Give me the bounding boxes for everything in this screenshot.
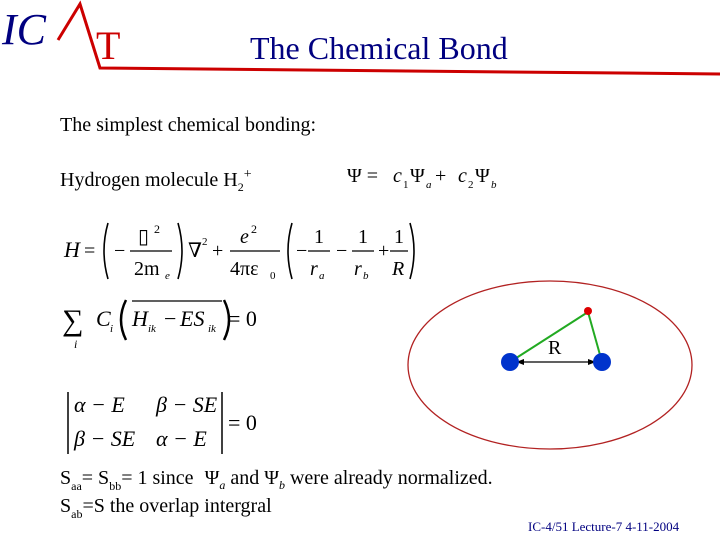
ham-plus2: + xyxy=(378,240,390,262)
det-r1c1: α − E xyxy=(74,392,125,417)
norm1-S: S xyxy=(60,467,72,489)
ham-paren-left-2 xyxy=(288,223,292,279)
det-r2c1: β − SE xyxy=(74,426,136,451)
secular-sum-equation xyxy=(60,290,280,360)
normalization-line-1 xyxy=(60,467,493,493)
ham-paren-right-1 xyxy=(178,223,182,279)
ham-one-a: 1 xyxy=(314,226,324,248)
molecule-sup: + xyxy=(243,167,252,182)
sum-H: H xyxy=(132,306,148,331)
c2: c xyxy=(458,165,467,187)
secular-determinant xyxy=(60,390,270,460)
page-title: The Chemical Bond xyxy=(250,30,508,66)
psi-plus: + xyxy=(435,165,447,187)
sum-minus: − xyxy=(164,306,177,331)
normalization-line-2 xyxy=(60,495,272,521)
norm2-S: S xyxy=(60,495,72,517)
ham-minus-3: − xyxy=(336,240,348,262)
norm1-and: and xyxy=(230,467,260,489)
psi-equation xyxy=(345,158,515,198)
norm1-psi-a-sub: a xyxy=(219,478,226,492)
det-r1c2: β − SE xyxy=(156,392,218,417)
sum-ES: ES xyxy=(180,306,205,331)
sum-H-sub: ik xyxy=(148,323,156,335)
logo-t-text: T xyxy=(96,23,121,68)
psi-b-sub: b xyxy=(491,179,497,191)
det-eq: = 0 xyxy=(228,410,257,435)
ham-minus-2: − xyxy=(296,240,308,262)
c1: c xyxy=(393,165,402,187)
molecule-line xyxy=(60,167,252,194)
sum-sigma: ∑ xyxy=(62,304,84,337)
norm2-ab: ab xyxy=(71,507,83,521)
ham-rb-sub: b xyxy=(363,270,369,282)
nucleus-a xyxy=(501,353,519,371)
ham-one-c: 1 xyxy=(394,226,404,248)
hamiltonian-equation xyxy=(60,215,420,290)
det-r2c2: α − E xyxy=(156,426,207,451)
norm1-bb: bb xyxy=(109,479,122,493)
ham-rb: r xyxy=(354,258,362,280)
psi-a-sub: a xyxy=(426,179,432,191)
sum-eq: = 0 xyxy=(228,306,257,331)
h2-plus-diagram xyxy=(400,270,700,460)
ham-e: e xyxy=(240,226,249,248)
ham-H: H xyxy=(64,237,80,262)
psi-b: Ψ xyxy=(475,165,490,187)
ham-hbar-sq: 2 xyxy=(154,222,160,236)
norm1-tail: were already normalized. xyxy=(289,467,493,489)
ham-den2: 4πε xyxy=(230,258,259,280)
norm1-psi-b: Ψ xyxy=(264,467,279,489)
c2-sub: 2 xyxy=(468,179,474,191)
logo-ic-text: IC xyxy=(2,5,46,54)
norm1-eq: = S xyxy=(81,467,110,489)
norm1-psi-b-sub: b xyxy=(278,478,285,492)
ham-den1-sub: e xyxy=(165,270,170,282)
c1-sub: 1 xyxy=(403,179,409,191)
psi-lhs: Ψ = xyxy=(347,165,379,187)
sum-i: i xyxy=(74,337,78,351)
sum-C-sub: i xyxy=(110,323,114,335)
nucleus-b xyxy=(593,353,611,371)
sum-ES-sub: ik xyxy=(208,323,216,335)
molecule-label: Hydrogen molecule H xyxy=(60,169,238,191)
norm1-aa: aa xyxy=(71,479,82,493)
norm1-psi-a: Ψ xyxy=(204,467,220,489)
norm1-rest: = 1 since xyxy=(121,467,194,489)
ham-one-b: 1 xyxy=(358,226,368,248)
ham-minus-1: − xyxy=(114,240,126,262)
ham-hbar: ▯ xyxy=(138,226,150,248)
ham-R: R xyxy=(392,258,405,280)
ham-ra: r xyxy=(310,258,318,280)
footer-lecture-info: IC-4/51 Lecture-7 4-11-2004 xyxy=(528,519,680,534)
ham-nabla-sq: 2 xyxy=(202,236,208,248)
distance-label-R: R xyxy=(548,337,562,359)
ham-paren-left-1 xyxy=(104,223,108,279)
orbital-ellipse xyxy=(408,281,692,449)
ham-plus1: + xyxy=(212,240,224,262)
molecule-sub: 2 xyxy=(237,180,244,194)
ham-den2-sub: 0 xyxy=(270,270,276,282)
sum-C: C xyxy=(96,306,111,331)
ham-ra-sub: a xyxy=(319,270,325,282)
ham-e-sup: 2 xyxy=(251,222,257,236)
ham-den1: 2m xyxy=(134,258,160,280)
ham-nabla: ∇ xyxy=(188,240,202,262)
psi-a: Ψ xyxy=(410,165,425,187)
electron xyxy=(584,307,592,315)
ham-eq: = xyxy=(84,240,96,262)
sum-paren-left xyxy=(121,300,126,340)
intro-line: The simplest chemical bonding: xyxy=(60,114,317,136)
norm2-rest: =S the overlap intergral xyxy=(82,495,272,517)
